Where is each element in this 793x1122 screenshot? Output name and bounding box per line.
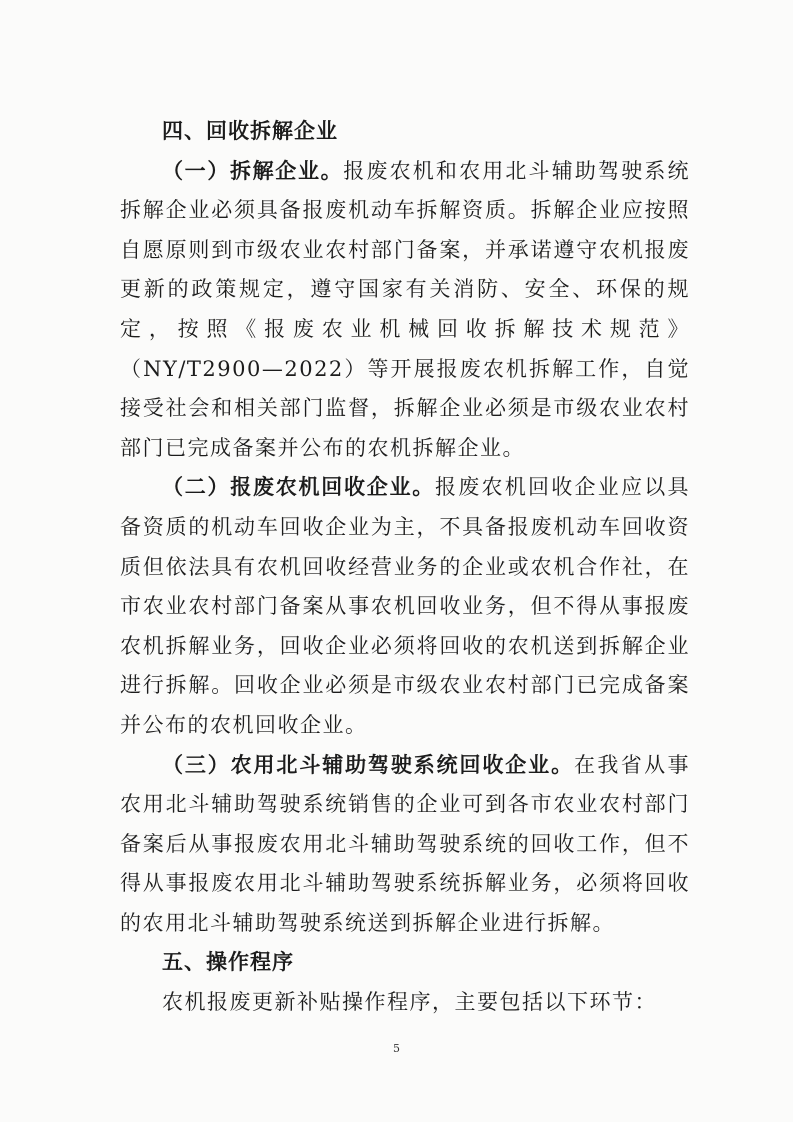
paragraph-lead: （二）报废农机回收企业。 xyxy=(162,475,435,500)
body-text xyxy=(120,112,690,1023)
section-heading-5: 五、操作程序 xyxy=(162,950,294,975)
paragraph-beidou-recycling-enterprise xyxy=(120,746,690,944)
paragraph-text: 报废农机回收企业应以具备资质的机动车回收企业为主，不具备报废机动车回收资质但依法具有农机回收经营业务的企业或农机合作社，在市农业农村部门备案从事农机回收业务，但不得从事报废农机拆解业务，回收企业必须将回收的农机送到拆解企业进行拆解。回收企业必须是市级农业农村部门已完成备案并公布的农机回收企业。 xyxy=(120,475,690,737)
paragraph-text: 在我省从事农用北斗辅助驾驶系统销售的企业可到各市农业农村部门备案后从事报废农用北斗辅助驾驶系统的回收工作，但不得从事报废农用北斗辅助驾驶系统拆解业务，必须将回收的农用北斗辅助驾驶系统送到拆解企业进行拆解。 xyxy=(120,752,690,935)
page-number: 5 xyxy=(393,1042,400,1055)
paragraph-recycling-enterprise xyxy=(120,468,690,745)
paragraph-lead: （三）农用北斗辅助驾驶系统回收企业。 xyxy=(162,752,574,777)
paragraph-text: 报废农机和农用北斗辅助驾驶系统拆解企业必须具备报废机动车拆解资质。拆解企业应按照自愿原则到市级农业农村部门备案，并承诺遵守农机报废更新的政策规定，遵守国家有关消防、安全、环保的规定，按照《报废农业机械回收拆解技术规范》（NY/T2900—2022）等开展报废农机拆解工作，自觉接受社会和相关部门监督，拆解企业必须是市级农业农村部门已完成备案并公布的农机拆解企业。 xyxy=(120,158,691,460)
paragraph-procedure-intro: 农机报废更新补贴操作程序，主要包括以下环节： xyxy=(162,990,657,1015)
paragraph-dismantling-enterprise xyxy=(120,152,690,469)
paragraph-lead: （一）拆解企业。 xyxy=(162,158,344,183)
section-heading-4: 四、回收拆解企业 xyxy=(162,119,338,143)
